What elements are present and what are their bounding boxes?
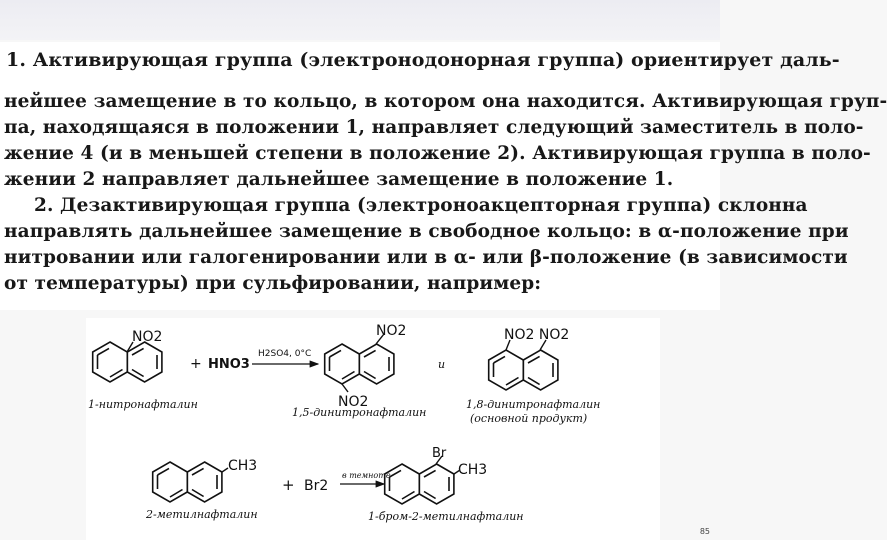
- plus-sign-1: +: [190, 356, 202, 372]
- product1-group-bottom: NO2: [338, 394, 369, 410]
- product2-note: (основной продукт): [470, 412, 588, 425]
- product1-name: 1,5-динитронафталин: [292, 406, 427, 419]
- text-line-6: 2. Дезактивирующая группа (электроноакцепторная группа) склонна: [34, 195, 808, 216]
- reactant1-group: NO2: [132, 329, 163, 345]
- reaction-diagram: [86, 318, 660, 540]
- header-band: [0, 0, 720, 40]
- conditions-1: H2SO4, 0°C: [258, 349, 312, 359]
- text-line-8: нитровании или галогенировании или в α- или β-положение (в зависимости: [4, 247, 848, 268]
- conjunction-i: и: [438, 358, 446, 371]
- page-number: 85: [699, 527, 710, 536]
- product1-group-top: NO2: [376, 323, 407, 339]
- text-line-9: от температуры) при сульфировании, например:: [4, 273, 542, 294]
- product2-groups: NO2 NO2: [504, 327, 570, 343]
- text-block: [0, 42, 887, 310]
- naphthalene-ring-3: [489, 340, 558, 390]
- naphthalene-ring-5: [385, 456, 460, 504]
- reaction-svg: [86, 318, 660, 540]
- text-line-5: жении 2 направляет дальнейшее замещение в положение 1.: [4, 169, 674, 190]
- reactant1-name: 1-нитронафталин: [88, 398, 198, 411]
- naphthalene-ring-2: [325, 334, 394, 392]
- product2-name: 1,8-динитронафталин: [466, 398, 601, 411]
- text-line-1: 1. Активирующая группа (электронодонорная группа) ориентирует даль-: [6, 49, 840, 71]
- reactant2-group: CH3: [228, 458, 258, 474]
- product-group-br: Br: [432, 446, 447, 461]
- reactant2-name: 2-метилнафталин: [146, 508, 258, 521]
- text-line-3: па, находящаяся в положении 1, направляет следующий заместитель в поло-: [4, 117, 864, 138]
- text-line-2: нейшее замещение в то кольцо, в котором она находится. Активирующая груп-: [4, 91, 887, 112]
- product-group-ch3: CH3: [458, 462, 488, 478]
- reagent-br2: Br2: [304, 478, 329, 494]
- text-line-7: направлять дальнейшее замещение в свободное кольцо: в α-положение при: [4, 221, 849, 242]
- naphthalene-ring-1: [93, 342, 162, 382]
- reagent-hno3: HNO3: [208, 357, 250, 372]
- plus-sign-2: +: [282, 476, 295, 494]
- naphthalene-ring-4: [153, 462, 228, 502]
- text-line-4: жение 4 (и в меньшей степени в положение 2). Активирующая группа в поло-: [4, 143, 871, 164]
- conditions-2: в темноте: [342, 471, 391, 480]
- product-name: 1-бром-2-метилнафталин: [368, 510, 524, 523]
